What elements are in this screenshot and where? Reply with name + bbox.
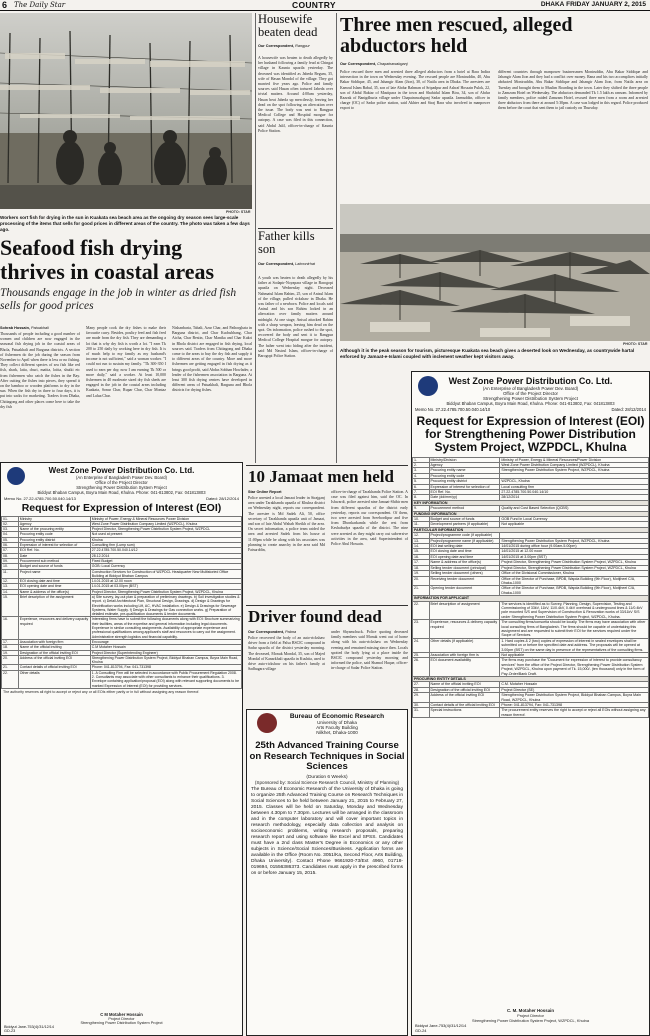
- eoi-title-left: Request for Expression of Interest (EOI): [21, 502, 222, 514]
- beach-photo-credit: PHOTO: STAR: [623, 342, 648, 346]
- masthead: [0, 0, 650, 11]
- housewife-headline: Housewife beaten dead: [258, 12, 318, 39]
- jamaat-headline: 10 Jamaat men held: [248, 467, 394, 486]
- eoi-table-row: 2. Agency West Zone Power Distribution Company Limited (WZPDCL), Khulna: [413, 462, 649, 467]
- eoi-table-row: 17. Name & address of the office(s) Project Director, Strengthening Power Distribution System Project, WZPDCL, Khulna: [413, 560, 649, 565]
- eoi-table-row: 29. Address of the official inviting EOI Strengthening Power Distribution System Project, Biddyut Bhaban Campus, Boyra Main Road, WZPDCL, Khulna: [413, 693, 649, 703]
- eoi-table-row: 22. Brief description of assignment The services is identified as to Survey, Planning, Design, Supervision, Testing and Commissioning of 33kV, 11kV, 11/0.4kV, 0.4kV overhead & underground lines & 11/0.4kV pole mounted S/S and Supervision of Construction & Renovation works of 33/11kV S/S under Strengthening Power Distribution System Project, WZPDCL, Khulna.: [413, 601, 649, 620]
- eoi-table-row: 10. Budget and source of funds GOB: Local Currency: [2, 564, 242, 569]
- eoi-table-left: [1, 516, 242, 689]
- eoi-table-row: 04. Procuring entity code Not used at present: [2, 532, 242, 537]
- page-number: 6: [2, 0, 8, 10]
- eoi-table-row: 08. Date 28.12.2014: [2, 553, 242, 558]
- eoi-table-row: 14. EOI last selling date 14/01/2015 during office hour (9.00am-5.00pm): [413, 544, 649, 549]
- eoi-table-row: 20. Address of the official inviting EOI Strengthening Power Distribution System Project, Biddyut Bhaban Campus, Boyra Main Road, Khulna: [2, 655, 242, 665]
- eoi-table-row: 16. EOI opening date and time 14/01/2015 at 3.00pm (BST): [413, 554, 649, 559]
- eoi-table-row: 06. Expression of interest for selection of Consulting firm (Lump sum): [2, 543, 242, 548]
- section-title: COUNTRY: [292, 0, 336, 10]
- eoi-title-right: Request for Expression of Interest (EOI) for Strengthening Power Distribution System Project, WZPDCL, Khulna: [416, 414, 645, 455]
- father-byline: Our Correspondent, Lalmonirhat: [258, 262, 315, 266]
- fish-drying-photo: [0, 13, 252, 209]
- eoi-table-row: 21. Contact details of official inviting EOI Phone: 041-813794, Fax: 041-731398: [2, 665, 242, 670]
- driver-byline: Our Correspondent, Pabna: [248, 630, 297, 634]
- fish-body-col2: Many people cook the dry fishes to make their favourite curry. Besides, poultry feed and fish feed are made from the dry fish. They are demanding a lot that is why dry fish is worth a lot. "I earn Tk 200 to 250 daily by working here in dry fish. It is of much help to my family as my husband's income is not sufficient," said a woman worker. "I could not run to sustain my family. "Tk 300-350 I used to earn per day, now I am earning Tk 500 or more daily," said a worker. At least 10,000 fishermen in 40 moderate sized dry fish sheds are engaged in the job in the coastal areas including Kuakata, Sonar Char, Rupar Char, Char Montaz and Lalua Char.: [86, 326, 166, 398]
- eoi-table-row: 5. Procuring entity district WZPDCL, Khulna: [413, 479, 649, 484]
- ber-course-title: 25th Advanced Training Course on Research Techniques in Social Sciences: [249, 740, 405, 773]
- wzpdcl-logo-icon: [7, 467, 25, 485]
- eoi-table-row: 7. EOI Ref. No. 27.22.4785.700.50.040.14/10: [413, 490, 649, 495]
- driver-headline: Driver found dead: [248, 607, 382, 626]
- fish-body-col1: Thousands of people including a good number of women and children are now engaged in the seasonal fish drying job in the coastal areas of Bhola, Patuakhali and Barguna districts. A section of fishermen do the job during the season from November to April when there is less or no fishing. They collect different species of sea fish like red fish, shark, latia, churi, maitta, loitta, shutki etc from fishermen who catch the fishes in the Bay. After cutting the fishes into pieces, they spread it on the bamboo or wooden platforms to dry in the sun. When the fish dry in three to four days, it is put into sacks for marketing. Traders from Dhaka, Chittagong and other places come here to take the dry fish: [0, 332, 80, 409]
- eoi-table-row: 22. Other details 1. A Consulting Firm will be selected in accordance with Public Procurement Regulation 2008. 2. Consultants may associate with other consultants to enhance their qualifications. 3. Envelope containing application/proposal (EOI) along with relevant supporting documents to be marked Expression of Interest (EOI) for providing services.: [2, 670, 242, 688]
- jamaat-body-col2: officer-in-charge of Tarakhanda Police Station. A case was filed against him, said the OC. In Ishwardi, police arrested nine Jamaat-Shibir men from different upazilas of the district early yesterday, reports our correspondent. Of them, two were arrested from Sreebordipur and five from Dhonkarkanda while the rest from Keshabudya upazila of the district. The nine were arrested as they might carry out subversive activities in the area, said Superintendent of Police Abul Hossain.: [331, 490, 408, 547]
- eoi-table-row: 05. Procuring entity district Khulna: [2, 537, 242, 542]
- eoi-table-row: 14. Name & address of the office(s) Project Director, Strengthening Power Distribution System Project, WZPDCL, Khulna: [2, 589, 242, 594]
- abductors-body-col2: different countries through manpower businessmen Moniruddin, Abu Bakar Siddique and Jahangir Alam Jion and they had a conflict over money. Rana and his two accomplices initially abducted Moniruddin, Abu Bakar Siddique and Jahangir Alam Jion, from Natila area on Tuesday and brought them to Muslim Boarding in the town. Later they shifted the three people to Zamzam Hotel on Wednesday. The abductors demanded Tk 1.5 lakh as ransom. Informed by family members, police raided Zamzam Hotel, rescued three men from a room and arrested three abductors from there at around 5:30pm. A case was lodged in this regard. Police produced them before the court that sent them to jail custody on Thursday.: [498, 70, 648, 111]
- eoi-table-row: PROCURING ENTITY DETAILS: [413, 677, 649, 682]
- fish-byline: Sohrab Hossain, Patuakhali: [0, 326, 49, 330]
- eoi-table-row: 07. EOI Ref. No. 27.22.4785.700.50.040.14/12: [2, 548, 242, 553]
- father-body: A youth was beaten to death allegedly by his father at Sodapir-Noyapara village in Barogopi upazila on Wednesday night. Deceased Nahmatul Islam Rahim, 25, son of Anisul Islam of the village, pulled rickshaw in Dhaka. He was father of a newborn. Police and locals said Anisul and his son Rahim locked in an altercation over family matters around midnight. At one stage, Anisul attacked Rahim with a sharp weapon, leaving him dead on the spot. On information, police rushed to the spot, recovered the body and sent it to Rangpur Medical College Hospital morgue for autopsy. The father went into hiding after the incident, said Md Nasirul Islam, officer-in-charge of Barogopi Police Station.: [258, 276, 333, 359]
- eoi-table-row: 09. Procurement sub method Fixed Budget: [2, 558, 242, 563]
- eoi-table-row: 28. Designation of the official inviting EOI Project Director (SE): [413, 687, 649, 692]
- eoi-table-row: 11. Development partners (if applicable) Not applicable: [413, 522, 649, 527]
- fish-body-col3: Nishanbaria, Tabali, Azar Char, and Pathorghata in Barguna district, and Char Kuchubhang, Char Aicha, Char Bestin, Char Manika and Char Kukri in Bhola district are engaged in fish drying, local sources said. Traders from Chittagong and Dhaka come to the areas to buy the dry fish and supply it to different areas of the country. More and more fishermen are getting engaged in fish drying as it brings good profit, said Abdus Sobhan Howlader, a leader of the fishermen association in Barguna. At least 300 fish drying centres have developed in different areas of Patuakhali, Barguna and Bhola districts for drying fishes.: [172, 326, 252, 393]
- eoi-table-row: 18. Selling tender document (principal) Project Director, Strengthening Power Distribution System Project, WZPDCL, Khulna: [413, 565, 649, 570]
- fish-subhead: Thousands engage in the job in winter as dried fish sells for good prices: [0, 287, 237, 312]
- eoi-table-row: 31. Special instructions The procurement entity reserves the right to accept or reject all EOIs without assigning any reason thereof.: [413, 708, 649, 718]
- abductors-byline: Our Correspondent, Chapainawabganj: [340, 62, 408, 66]
- fish-headline: Seafood fish drying thrives in coastal areas: [0, 235, 215, 284]
- ber-training-ad: Bureau of Economic Research University of Dhaka Arts Faculty Building Nilkhet, Dhaka-1000 25th Advanced Training Course on Research Techniques in Social Sciences (Duration 6 Weeks) (Sponsored by: Social Science Research Council, Ministry of Planning) The Bureau of Economic Research of the University of Dhaka is going to organize 25th Advanced Training Course on Research Techniques in Social Sciences to be held between January 21, 2015 to February 27, 2015. Classes will be held on Saturday, Monday and Wednesday between 4.30pm to 7.30pm. Lectures will be arranged in the classroom and in the computer laboratory and will cover important topics in research methodology, especially data collection and analysis on socioeconomic problems, writing research proposals, preparing research report and using software like Excel and SPSS. Candidates must have a 2nd class Master's Degree in Economics or any other subjects in Science/Social Sciences/Business. Application forms are available in the Office (Room No. 3051/Ka, Second Floor, Arts Building, Dhaka University). Contact Phone 9661920-73/Ext 4960, 01718-019694, 01556386373. Candidates must apply in the prescribed forms on or before January 15, 2015.: [246, 709, 408, 1036]
- eoi-table-row: 17. Association with foreign firm Encourage: [2, 639, 242, 644]
- housewife-byline: Our Correspondent, Rangpur: [258, 44, 310, 48]
- eoi-table-row: 01. Ministry Ministry of Power, Energy & Mineral Resources Power Division: [2, 516, 242, 521]
- eoi-table-row: 30. Contact details of the official inviting EOI Phone: 041-813794, Fax: 041-731398: [413, 703, 649, 708]
- eoi-table-row: 10. Budget and source of funds GOB Fund in Local Currency: [413, 517, 649, 522]
- photo-credit: PHOTO: STAR: [226, 210, 251, 214]
- eoi-table-row: FUNDING INFORMATION: [413, 511, 649, 516]
- eoi-table-row: 21. Opening tender document Office of the Director of Purchase, BPDB, Wapda Building (9th Floor), Motijheel C/A, Dhaka-1000: [413, 586, 649, 596]
- brand-name: The Daily Star: [14, 1, 66, 9]
- eoi-table-row: 19. Designation of the official inviting EOI Project Director (Superintending Engineer): [2, 650, 242, 655]
- jamaat-body-col1: Police arrested a local Jamaat leader in Sirajganj area under Tarakhanda upazila of Khulna district on Wednesday night, reports our correspondent. The arrestee is Md Sadek Ali, 50, office secretary of Tarakhanda upazila unit of Jamaat, and son of late Abdul Wahab Sheikh of the area. On secret information, a police team raided the area and arrested Sadek from his house at 11:00pm while he along with his associates was planning to create anarchy in the area said Md Faisurddin,: [248, 496, 325, 553]
- eoi-table-row: 20. Receiving tender document Office of the Director of Purchase, BPDB, Wapda Building (9th Floor), Motijheel C/A, Dhaka-1000: [413, 576, 649, 586]
- dateline: DHAKA FRIDAY JANUARY 2, 2015: [540, 1, 646, 8]
- abductors-headline: Three men rescued, alleged abductors held: [340, 14, 573, 57]
- jamaat-byline: Star Online Report: [248, 490, 282, 494]
- housewife-body: A housewife was beaten to death allegedly by her husband following a family feud at Chingai village in Kaunia upazila yesterday. The deceased was identified as Jabeda Begum, 35, wife of Hasan Mondol of the village. They got married five years ago. Police and family sources said Hasan often tortured Jabeda over trivial matters. Around 4:00am yesterday, Hasan beat Jabeda up mercilessly, leaving her dead on the spot following an altercation over the issue. The body was sent to Rangpur Medical College and Hospital morgue for autopsy. A case was filed in this connection, said Abdul Jalil, officer-in-charge of Kaunia Police Station.: [258, 56, 333, 133]
- eoi-table-row: 9. Procurement method Quality and Cost Based Selection (QCBS): [413, 506, 649, 511]
- photo-caption: Workers sort fish for drying in the sun in Kuakata sea beach area as the ongoing dry season sees large-scale processing of the items that sells for good prices in different areas of the country. The photo was taken a few days ago.: [0, 215, 250, 232]
- eoi-table-row: 12. Project/programme code (if applicable): [413, 533, 649, 538]
- wzpdcl-logo-icon-right: [418, 376, 438, 396]
- west-zone-eoi-ad-right: West Zone Power Distribution Co. Ltd. (An Enterprise of Bangladesh Power Dev. Board) Office of the Project Director Strengthening Power Distribution System Project Biddyut Bhaban Campus, Boyra Main Road, Khulna. Phone: 041-813802, Fax: 041813803 Memo No. 27.22.4785.700.50.040.14/10 Dated: 28/12/2014 Request for Expression of Interest (EOI) for Strengthening Power Distribution System Project, WZPDCL, Khulna 1. Ministry/Division Ministry of Power, Energy & Mineral Resources/Power Division 2. Agency West Zone Power Distribution Company Limited (WZPDCL), Khulna 3. Procuring entity name Strengthening Power Distribution System Project, WZPDCL, Khulna 4. Procuring entity code 5. Procuring entity district WZPDCL, Khulna 6. Expression of interest for selection of Local consulting firm 7. EOI Ref. No. 27.22.4785.700.50.040.14/10 8. Date (dd/mm/yy) 28/12/2014 KEY INFORMATION 9. Procurement method Quality and Cost Based Selection (QCBS) FUNDING INFORMATION 10. Budget and source of funds GOB Fund in Local Currency 11. Development partners (if applicable) Not applicable PARTICULAR INFORMATION 12. Project/programme code (if applicable) 13. Project/programme name (if applicable) Strengthening Power Distribution System Project, WZPDCL, Khulna 14. EOI last selling date 14/01/2015 during office hour (9.00am-5.00pm) 15. EOI closing date and time 14/01/2015 at 12.00 noon 16. EOI opening date and time 14/01/2015 at 3.00pm (BST) 17. Name & address of the office(s) Project Director, Strengthening Power Distribution System Project, WZPDCL, Khulna 18. Selling tender document (principal) Project Director, Strengthening Power Distribution System Project, WZPDCL, Khulna 19. Selling tender document (others) Office of the Divisional Commissioner, Khulna 20. Receiving tender document Office of the Director of Purchase, BPDB, Wapda Building (9th Floor), Motijheel C/A, Dhaka-1000 21. Opening tender document Office of the Director of Purchase, BPDB, Wapda Building (9th Floor), Motijheel C/A, Dhaka-1000 INFORMATION FOR APPLICANT 22. Brief description of assignment The services is identified as to Survey, Planning, Design, Supervision, Testing and Commissioning of 33kV, 11kV, 11/0.4kV, 0.4kV overhead & underground lines & 11/0.4kV pole mounted S/S and Supervision of Construction & Renovation works of 33/11kV S/S under Strengthening Power Distribution System Project, WZPDCL, Khulna. 23. Experience, resources & delivery capacity required The consulting firms/consortia should be locally. The firms may have association with other local consulting firms of Bangladesh. The firms should be capable of undertaking this assignment and are requested to submit their EOI for the services required under the Scope of Services. 24. Other details (if applicable) 1. Hard copies & 2 (two) copies of expression of interest in sealed envelopes shall be submitted on or before the specified date and address. The proposals will be opened at 3.00pm (BST) on the same day in presence of the representatives of the consulting firms. 25. Association with foreign firm is Not applicable 26. EOI document availability The firms may purchase the "Document for expression of interest to provide consultancy services" from the office of the Project Director, Strengthening Power Distribution System Project, WZPDCL, Khulna upon payment of Tk. 15,000/- (ten thousand) only in the form of Pay-Order/Bank Draft. PROCURING ENTITY DETAILS 27. Name of the official inviting EOI C.M. Motaher Hossain 28. Designation of the official inviting EOI Project Director (SE) 29. Address of the official inviting EOI Strengthening Power Distribution System Project, Biddyut Bhaban Campus, Boyra Main Road, WZPDCL, Khulna 30. Contact details of the official inviting EOI Phone: 041-813794, Fax: 041-731398 31. Special instructions The procurement entity reserves the right to accept or reject all EOIs without assigning any reason thereof. C. M. Motaher Hossain Project Director Strengthening Power Distribution System Project, WZPDCL, Khulna Biddyut Jane-753(4)/31/12/14 GD-24: [411, 371, 650, 1036]
- beach-photo-caption: Although it is the peak season for tourism, picturesque Kuakata sea beach gives a deserted look on Wednesday, as countrywide hartal enforced by Jamaat-e-Islami coupled with inclement weather kept visitors away.: [340, 348, 635, 359]
- eoi-table-row: 13. Project/programme name (if applicable) Strengthening Power Distribution System Project, WZPDCL, Khulna: [413, 538, 649, 543]
- eoi-table-row: 4. Procuring entity code: [413, 473, 649, 478]
- west-zone-eoi-ad-left: West Zone Power Distribution Co. Ltd. (An Enterprise of Bangladesh Power Dev. Board) Office of the Project Director Strengthening Power Distribution System Project Biddyut Bhaban Campus, Boyra Main Road, Khulna. Phone: 041-813802, Fax: 041813803 Memo No. 27.22.4785.700.50.040.14/13 Dated: 28/12/2014 Request for Expression of Interest (EOI) 01. Ministry Ministry of Power, Energy & Mineral Resources Power Division 02. Agency West Zone Power Distribution Company Limited (WZPDCL), Khulna 03. Name of the procuring entity Project Director, Strengthening Power Distribution System Project, WZPDCL 04. Procuring entity code Not used at present 05. Procuring entity district Khulna 06. Expression of interest for selection of Consulting firm (Lump sum) 07. EOI Ref. No. 27.22.4785.700.50.040.14/12 08. Date 28.12.2014 09. Procurement sub method Fixed Budget 10. Budget and source of funds GOB: Local Currency 11. Project name Construction Services for Construction of WZPDCL Headquarter New Multistoried Office Building at Biddyut Bhaban Campus 12. EOI closing date and time 14.01.2015 at 12.00 noon 13. EOI opening date and time 14.01.2015 at 03.00pm (BST) 14. Name & address of the office(s) Project Director, Strengthening Power Distribution System Project, WZPDCL, Khulna 15. Brief description of the assignment a) Site survey, lay-out plan & preparation of preliminary drawings. b) Soil investigation studies & report. c) Detail Architectural Plan, Structural Design, Drawings. d) Design & Drawings for Electrification works including Lift, AC, HVAC installation. e) Design & Drawings for Sewerage Systems, Water Supply. f) Design & Drawings for Gas connection works. g) Preparation of detailed estimate, pre-qualification documents & tender documents. 16. Experience, resources and delivery capacity required Interesting firms have to submit the following documents along with EOI: Brochure summarizing their facilities, areas of the expertise and general information including legal documents. Experience in similar consulting assignments. Availability of appropriate experience and professional qualifications among applicant's staff and resources to carry out the assignment. Administrative strength logistics and financial capability. 17. Association with foreign firm Encourage 18. Name of the official inviting C.M Motaher Hossain 19. Designation of the official inviting EOI Project Director (Superintending Engineer) 20. Address of the official inviting EOI Strengthening Power Distribution System Project, Biddyut Bhaban Campus, Boyra Main Road, Khulna 21. Contact details of official inviting EOI Phone: 041-813794, Fax: 041-731398 22. Other details 1. A Consulting Firm will be selected in accordance with Public Procurement Regulation 2008. 2. Consultants may associate with other consultants to enhance their qualifications. 3. Envelope containing application/proposal (EOI) along with relevant supporting documents to be marked Expression of Interest (EOI) for providing services. The authority reserves all right to accept or reject any or all EOIs either partly or in full without assigning any reason thereof. C M Motaher Hossain Project Director Strengthening Power Distribution System Project Biddyut Jane-753(4)/31/12/14 GD-23: [0, 462, 243, 1036]
- beach-photo: [340, 204, 650, 341]
- eoi-table-row: 16. Experience, resources and delivery capacity required Interesting firms have to submit the following documents along with EOI: Brochure summarizing their facilities, areas of the expertise and general information including legal documents. Experience in similar consulting assignments. Availability of appropriate experience and professional qualifications among applicant's staff and resources to carry out the assignment. Administrative strength logistics and financial capability.: [3, 617, 240, 639]
- eoi-table-row: 03. Name of the procuring entity Project Director, Strengthening Power Distribution System Project, WZPDCL: [2, 527, 242, 532]
- eoi-table-row: 23. Experience, resources & delivery capacity required The consulting firms/consortia should be locally. The firms may have association with other local consulting firms of Bangladesh. The firms should be capable of undertaking this assignment and are requested to submit their EOI for the services required under the Scope of Services.: [413, 620, 649, 639]
- eoi-table-row: 8. Date (dd/mm/yy) 28/12/2014: [413, 495, 649, 500]
- eoi-table-row: 6. Expression of interest for selection of Local consulting firm: [413, 484, 649, 489]
- eoi-table-row: 24. Other details (if applicable) 1. Hard copies & 2 (two) copies of expression of interest in sealed envelopes shall be submitted on or before the specified date and address. The proposals will be opened at 3.00pm (BST) on the same day in presence of the representatives of the consulting firms.: [413, 638, 649, 652]
- eoi-table-row: 11. Project name Construction Services for Construction of WZPDCL Headquarter New Multistoried Office Building at Biddyut Bhaban Campus: [2, 569, 242, 579]
- father-headline: Father kills son: [258, 229, 315, 256]
- eoi-table-row: 19. Selling tender document (others) Office of the Divisional Commissioner, Khulna: [413, 571, 649, 576]
- eoi-table-row: 25. Association with foreign firm is Not applicable: [413, 653, 649, 658]
- eoi-table-row: 15. Brief description of the assignment a) Site survey, lay-out plan & preparation of preliminary drawings. b) Soil investigation studies & report. c) Detail Architectural Plan, Structural Design, Drawings. d) Design & Drawings for Electrification works including Lift, AC, HVAC installation. e) Design & Drawings for Sewerage Systems, Water Supply. f) Design & Drawings for Gas connection works. g) Preparation of detailed estimate, pre-qualification documents & tender documents.: [3, 595, 240, 617]
- eoi-table-right: [412, 457, 649, 719]
- eoi-table-row: 12. EOI closing date and time 14.01.2015 at 12.00 noon: [2, 579, 242, 584]
- eoi-table-row: 27. Name of the official inviting EOI C.M. Motaher Hossain: [413, 682, 649, 687]
- eoi-table-row: INFORMATION FOR APPLICANT: [413, 596, 649, 601]
- driver-body-col1: Police recovered the body of an auto-rickshaw driver from a field at Palsa BSCIC compound in Sadar upazila of the district yesterday morning. The deceased, Monuk Mondal, 35, son of Majed Mondal of Kanarkhali upazila in Kushtia, used to drive auto-rickshaw on his father's family at Sadhugara village: [248, 636, 325, 672]
- eoi-table-row: 02. Agency West Zone Power Distribution Company Limited (WZPDCL), Khulna: [2, 521, 242, 526]
- eoi-table-row: 15. EOI closing date and time 14/01/2015 at 12.00 noon: [413, 549, 649, 554]
- eoi-table-row: 18. Name of the official inviting C.M Motaher Hossain: [2, 645, 242, 650]
- eoi-table-row: 13. EOI opening date and time 14.01.2015 at 03.00pm (BST): [2, 584, 242, 589]
- eoi-table-row: 26. EOI document availability The firms may purchase the "Document for expression of interest to provide consultancy services" from the office of the Project Director, Strengthening Power Distribution System Project, WZPDCL, Khulna upon payment of Tk. 15,000/- (ten thousand) only in the form of Pay-Order/Bank Draft.: [413, 658, 649, 677]
- driver-body-col2: under Shyamchuck. Police quoting deceased family members said Monuk went out of home along with his auto-rickshaw on Wednesday evening and remained missing since then. Locals spotted the body lying at a place inside the BSCIC compound yesterday morning and informed the police, said Shamol Haque, officer-in-charge of Sadar Police Station.: [331, 630, 408, 671]
- abductors-body-col1: Police rescued three men and arrested three alleged abductors from a hotel at Bara Indira intersection in the town on Wednesday evening. The rescued people are Moniruddin, 40, Abu Bakar Siddique, 45, and Jahangir Alam (Jion), 30, of Natila area in Dhaka. The arrestees are Kamrul Islam Babul, 35, son of late Abdur Rahman of Sripadpur and Ashraf Hossain Pulok, 22, son of Abdul Baktar of Mastipara in the town and Shahidul Islam Biru, 34, son of Abdur Razzak of Banigdhuria village under Chapainawabganj Sadar upazila. Jarmuddin, officer in charge (OC) of Sadar police station, said Akhter and Siraj Bara who involved in manpower export to: [340, 70, 490, 111]
- eoi-table-row: 1. Ministry/Division Ministry of Power, Energy & Mineral Resources/Power Division: [413, 457, 649, 462]
- eoi-table-row: 3. Procuring entity name Strengthening Power Distribution System Project, WZPDCL, Khulna: [413, 468, 649, 473]
- eoi-table-row: PARTICULAR INFORMATION: [413, 527, 649, 532]
- eoi-table-row: KEY INFORMATION: [413, 500, 649, 505]
- dhaka-university-logo-icon: [257, 713, 277, 733]
